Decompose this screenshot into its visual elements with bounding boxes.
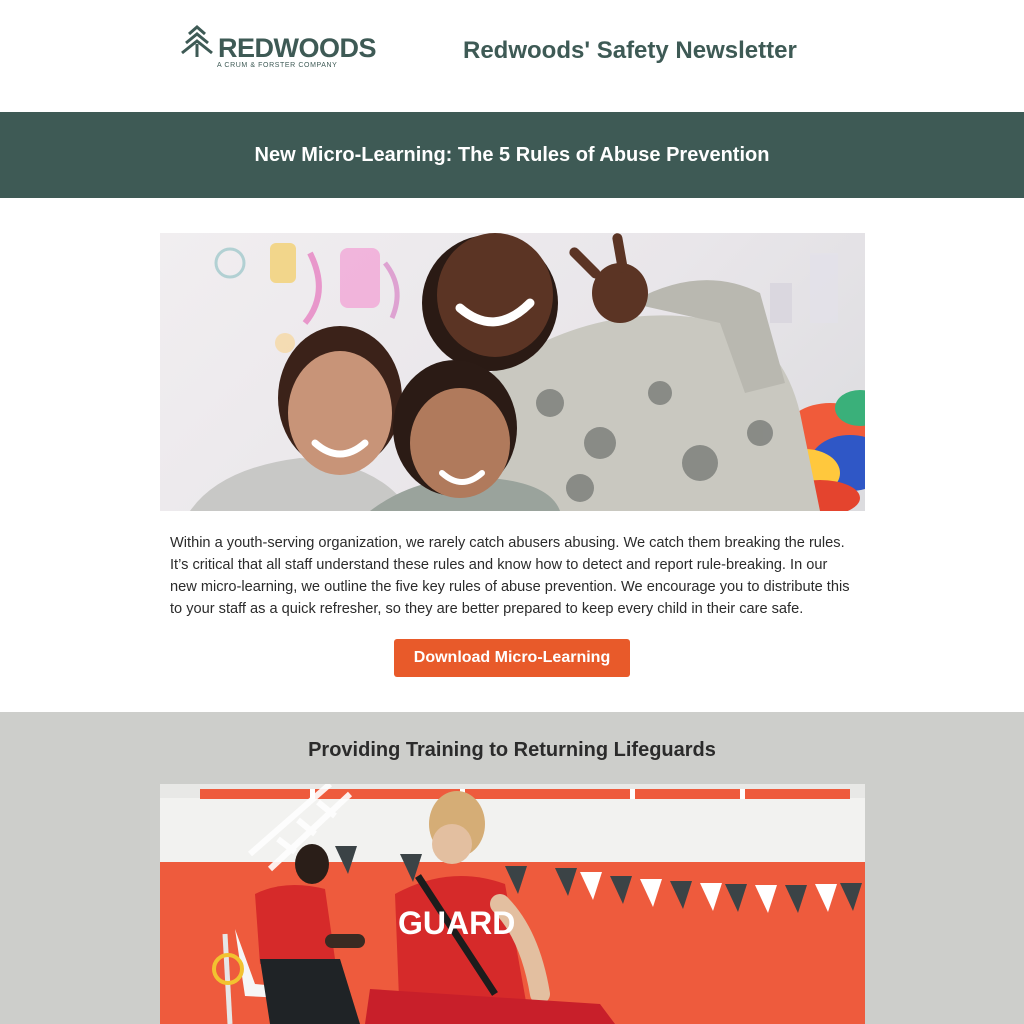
logo-wordmark: REDWOODS xyxy=(218,33,376,63)
kids-smiling-photo xyxy=(160,233,865,511)
lifeguard-section-title: Providing Training to Returning Lifeguards xyxy=(308,739,716,761)
redwood-tree-icon xyxy=(180,24,216,60)
redwoods-logo[interactable] xyxy=(180,24,380,74)
logo-tagline: A CRUM & FORSTER COMPANY xyxy=(217,62,338,69)
lifeguards-photo xyxy=(160,784,865,1024)
download-button-label: Download Micro-Learning xyxy=(413,649,611,666)
download-micro-learning-button[interactable] xyxy=(394,639,630,677)
email-header xyxy=(0,0,1024,112)
newsletter-title: Redwoods' Safety Newsletter xyxy=(463,37,797,64)
guard-shirt-text: GUARD xyxy=(398,905,516,941)
section-banner xyxy=(0,112,1024,198)
article-body: Within a youth-serving organization, we rarely catch abusers abusing. We catch them breaking the rules. It’s critical that all staff understand these rules and know how to detect and report rule-breaking. In our new micro-learning, we outline the five key rules of abuse prevention. We encourage you to distribute this to your staff as a quick refresher, so they are better prepared to keep every child in their care safe. xyxy=(170,535,850,617)
banner-title: New Micro-Learning: The 5 Rules of Abuse Prevention xyxy=(254,143,770,166)
